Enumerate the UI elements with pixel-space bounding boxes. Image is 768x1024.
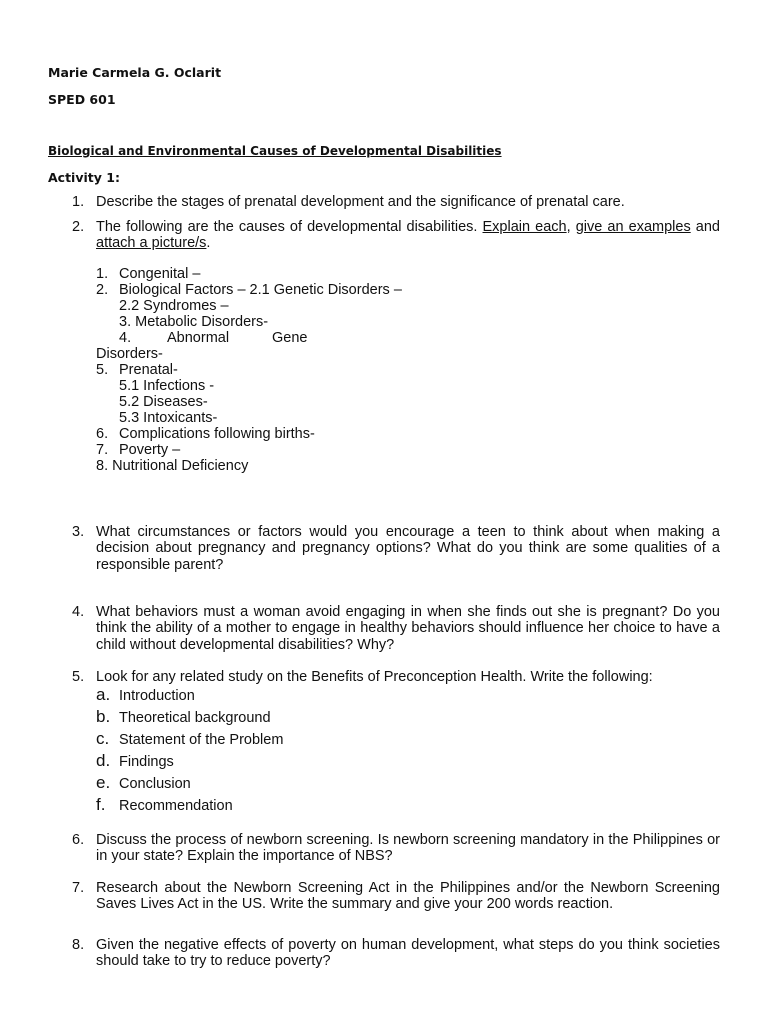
list-item: Findings	[119, 754, 174, 770]
cause-number: 7.	[96, 442, 109, 458]
cause-disorders-word: Disorders-	[96, 346, 163, 362]
q5-number: 5.	[72, 669, 85, 685]
cause-prenatal: Prenatal-	[119, 362, 178, 378]
list-item-letter: f.	[96, 795, 106, 814]
list-item-letter: b.	[96, 707, 111, 726]
cause-poverty: Poverty –	[119, 442, 181, 458]
list-item: Conclusion	[119, 776, 191, 792]
cause-intoxicants: 5.3 Intoxicants-	[119, 410, 218, 426]
q7-number: 7.	[72, 880, 85, 896]
q4-text: What behaviors must a woman avoid engaging in when she finds out she is pregnant? Do you think the ability of a mother to engage in healthy behaviors should influence her choice to have a child without developmental disabilities? Why?	[96, 604, 720, 653]
q6-text: Discuss the process of newborn screening. Is newborn screening mandatory in the Philippines or in your state? Explain the importance of NBS?	[96, 832, 720, 865]
cause-infections: 5.1 Infections -	[119, 378, 215, 394]
q4-number: 4.	[72, 604, 85, 620]
cause-abnormal-gene-number: 4.	[119, 330, 132, 346]
q2-give-examples: give an examples	[575, 219, 691, 235]
cause-abnormal-word: Abnormal	[167, 330, 230, 346]
list-item: Introduction	[119, 688, 195, 704]
cause-number: 1.	[96, 266, 109, 282]
q2-explain-each: Explain each	[482, 219, 567, 235]
cause-gene-word: Gene	[272, 330, 308, 346]
list-item-letter: c.	[96, 729, 110, 748]
list-item: Statement of the Problem	[119, 732, 284, 748]
cause-syndromes: 2.2 Syndromes –	[119, 298, 229, 314]
author-name: Marie Carmela G. Oclarit	[48, 65, 222, 80]
cause-nutritional-deficiency: 8. Nutritional Deficiency	[96, 458, 249, 474]
q8-text: Given the negative effects of poverty on human development, what steps do you think societies should take to try to reduce poverty?	[96, 937, 720, 970]
q2-text: The following are the causes of developmental disabilities. Explain each, give an examples and attach a picture/s.	[96, 219, 720, 252]
q6-number: 6.	[72, 832, 85, 848]
q2-attach-picture: attach a picture/s	[96, 235, 207, 252]
activity-heading: Activity 1:	[48, 170, 120, 185]
q2-number: 2.	[72, 219, 85, 235]
cause-number: 6.	[96, 426, 109, 442]
list-item-letter: d.	[96, 751, 111, 770]
list-item: Theoretical background	[119, 710, 271, 726]
cause-number: 2.	[96, 282, 109, 298]
q1-number: 1.	[72, 194, 85, 210]
q1-text: Describe the stages of prenatal development and the significance of prenatal care.	[96, 194, 625, 210]
cause-number: 5.	[96, 362, 109, 378]
q7-text: Research about the Newborn Screening Act in the Philippines and/or the Newborn Screening Saves Lives Act in the US. Write the summary and give your 200 words reaction.	[96, 880, 720, 913]
cause-diseases: 5.2 Diseases-	[119, 394, 208, 410]
page-title: Biological and Environmental Causes of Developmental Disabilities	[48, 144, 502, 158]
q3-text: What circumstances or factors would you encourage a teen to think about when making a decision about pregnancy and pregnancy options? What do you think are some qualities of a responsible parent?	[96, 524, 720, 573]
cause-complications: Complications following births-	[119, 426, 315, 442]
cause-metabolic-disorders: 3. Metabolic Disorders-	[119, 314, 269, 330]
list-item: Recommendation	[119, 798, 233, 814]
q3-number: 3.	[72, 524, 85, 540]
q8-number: 8.	[72, 937, 85, 953]
list-item-letter: a.	[96, 685, 111, 704]
list-item-letter: e.	[96, 773, 111, 792]
cause-biological-factors: Biological Factors – 2.1 Genetic Disorders –	[119, 282, 402, 298]
cause-congenital: Congenital –	[119, 266, 201, 282]
course-code: SPED 601	[48, 92, 116, 107]
q5-text: Look for any related study on the Benefits of Preconception Health. Write the following:	[96, 669, 653, 685]
